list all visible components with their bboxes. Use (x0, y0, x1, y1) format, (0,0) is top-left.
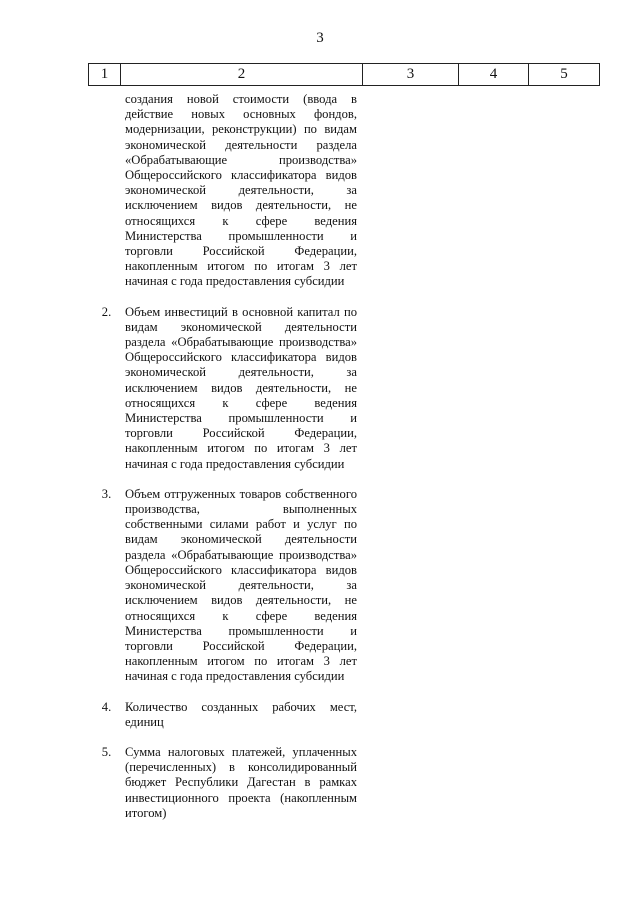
column-header-3: 3 (363, 64, 459, 86)
table-row (88, 92, 388, 290)
row-text: создания новой стоимости (ввода в действие новых основных фондов, модернизации, реконструкции) по видам экономической деятельности раздела «Обрабатывающие производства» Общероссийского классификатора видов экономической деятельности, за исключением видов деятельности, не относящихся к сфере ведения Министерства промышленности и торговли Российской Федерации, накопленным итогом по итогам 3 лет начиная с года предоставления субсидии (125, 92, 357, 289)
indicator-list (88, 92, 388, 821)
page-number: 3 (316, 30, 324, 46)
table-row (88, 700, 388, 730)
table-header (88, 63, 600, 86)
row-text: Сумма налоговых платежей, уплаченных (перечисленных) в консолидированный бюджет Республики Дагестан в рамках инвестиционного проекта (накопленным итогом) (125, 744, 357, 820)
column-header-4: 4 (459, 64, 529, 86)
row-text: Объем отгруженных товаров собственного производства, выполненных собственными силами работ и услуг по видам экономической деятельности раздела «Обрабатывающие производства» Общероссийского классификатора видов экономической деятельности, за исключением видов деятельности, не относящихся к сфере ведения Министерства промышленности и торговли Российской Федерации, накопленным итогом по итогам 3 лет начиная с года предоставления субсидии (125, 486, 357, 684)
row-text: Объем инвестиций в основной капитал по видам экономической деятельности раздела «Обрабатывающие производства» Общероссийского классификатора видов экономической деятельности, за исключением видов деятельности, не относящихся к сфере ведения Министерства промышленности и торговли Российской Федерации, накопленным итогом по итогам 3 лет начиная с года предоставления субсидии (125, 304, 357, 471)
table-row (88, 487, 388, 685)
row-number: 3. (101, 486, 112, 501)
row-number: 2. (101, 304, 112, 319)
column-header-2: 2 (121, 64, 363, 86)
table-row (88, 745, 388, 821)
table-row (88, 305, 388, 472)
column-header-5: 5 (529, 64, 600, 86)
column-header-1: 1 (89, 64, 121, 86)
row-number: 4. (101, 699, 112, 714)
row-number: 5. (101, 744, 112, 759)
row-number (88, 92, 125, 290)
row-text: Количество созданных рабочих мест, единиц (125, 699, 357, 729)
